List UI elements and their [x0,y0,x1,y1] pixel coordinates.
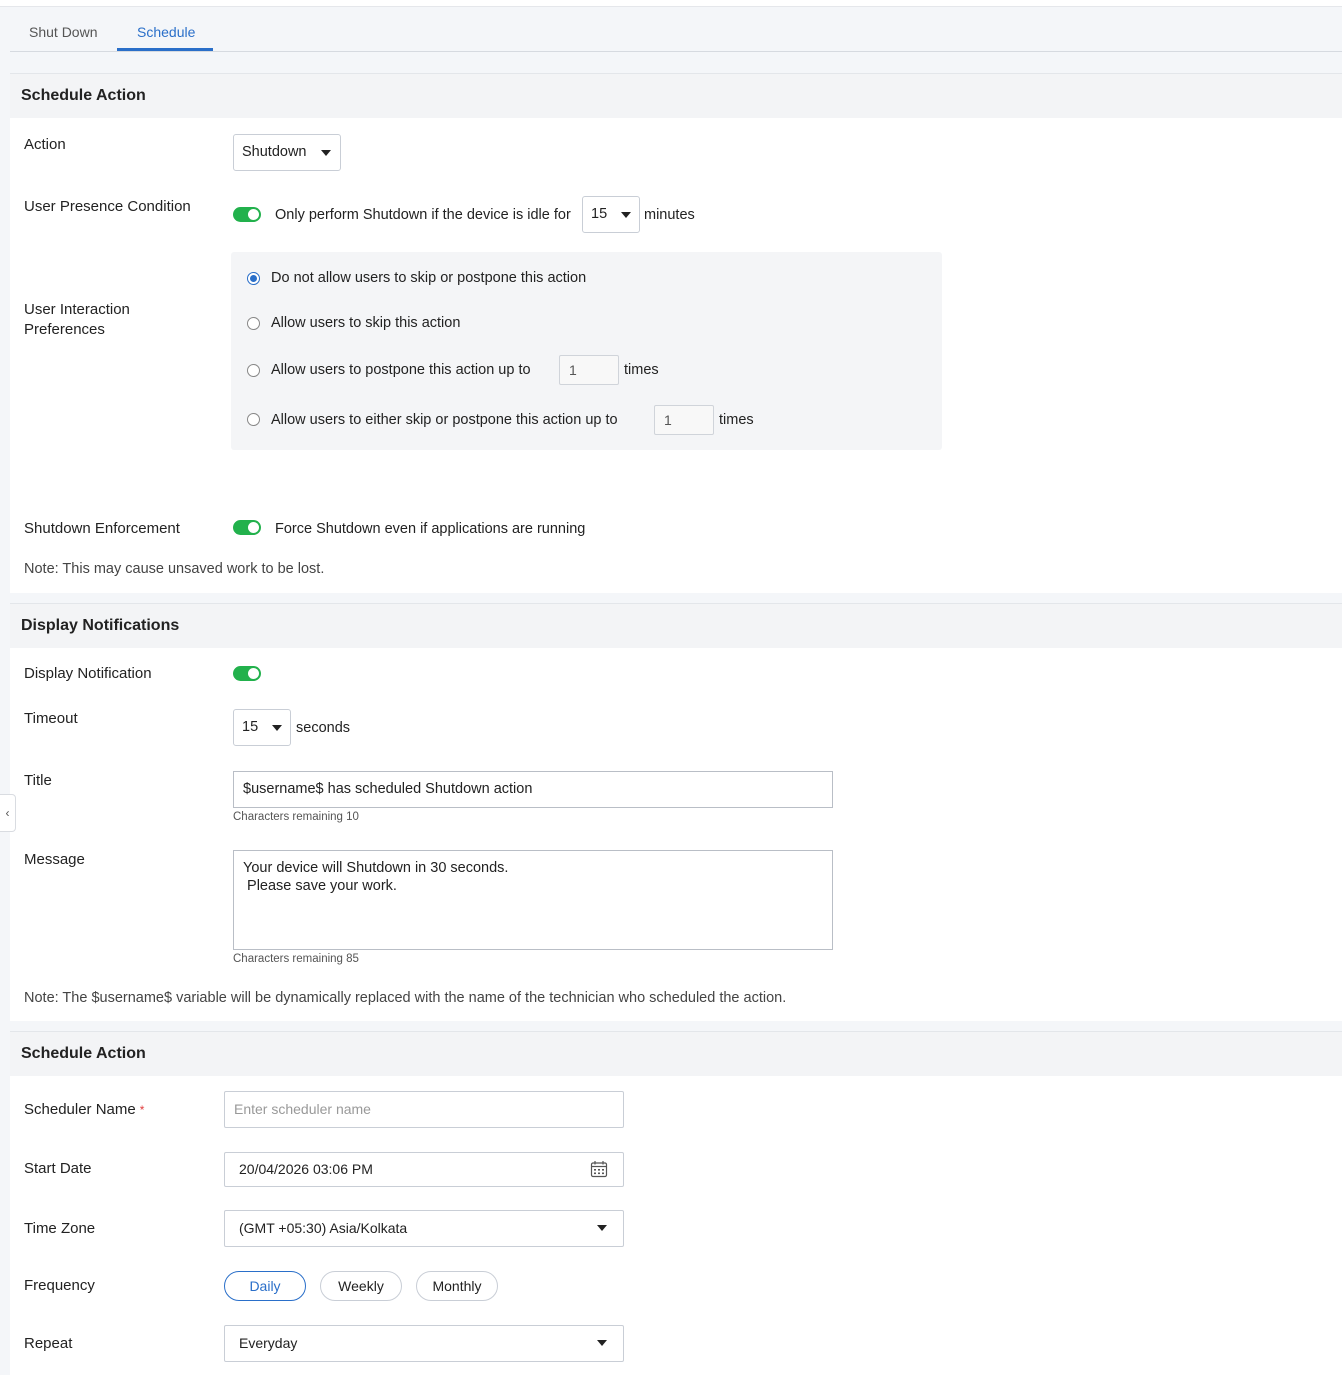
option-allow-postpone-text: Allow users to postpone this action up to [271,362,531,378]
section-header: Schedule Action [10,74,1342,118]
scheduler-name-label [24,1100,144,1120]
action-select[interactable] [233,134,341,171]
title-input[interactable]: $username$ has scheduled Shutdown action [233,771,833,808]
postpone-unit: times [624,362,659,378]
schedule-action-panel [10,73,1342,593]
time-zone-select[interactable] [224,1210,624,1247]
skip-postpone-unit: times [719,412,754,428]
radio-allow-skip[interactable] [247,317,260,330]
username-variable-note: Note: The $username$ variable will be dynamically replaced with the name of the technician who scheduled the action. [24,990,787,1006]
option-skip-or-postpone-text: Allow users to either skip or postpone this action up to [271,412,618,428]
radio-skip-or-postpone[interactable] [247,413,260,426]
time-zone-label: Time Zone [24,1220,96,1237]
user-interaction-label: User Interaction Preferences [24,301,130,338]
repeat-value: Everyday [239,1335,298,1351]
message-chars-remaining: Characters remaining 85 [233,953,359,965]
display-notifications-panel [10,603,1342,1021]
skip-postpone-count-input[interactable]: 1 [654,405,714,435]
timeout-select[interactable] [233,709,291,746]
calendar-icon[interactable] [590,1160,608,1178]
chevron-down-icon [621,212,631,218]
shutdown-enforcement-label: Shutdown Enforcement [24,520,180,537]
message-textarea[interactable]: Your device will Shutdown in 30 seconds. Please save your work. [233,850,833,950]
title-label: Title [24,772,52,789]
repeat-label: Repeat [24,1335,73,1352]
tab-shut-down[interactable]: Shut Down [29,24,98,40]
scheduler-name-label-text: Scheduler Name [24,1101,136,1118]
required-marker: * [139,1103,145,1117]
chevron-down-icon [597,1225,607,1231]
action-label: Action [24,136,66,153]
collapse-sidebar-handle[interactable]: ‹ [0,794,16,832]
action-select-value: Shutdown [242,144,307,160]
title-chars-remaining: Characters remaining 10 [233,811,359,823]
frequency-daily-button[interactable]: Daily [224,1271,306,1301]
scheduler-panel [10,1031,1342,1375]
display-notification-toggle[interactable] [233,666,261,681]
option-no-skip-text: Do not allow users to skip or postpone this action [271,270,587,286]
user-presence-label: User Presence Condition [24,198,191,215]
unsaved-work-note: Note: This may cause unsaved work to be lost. [24,561,325,577]
section-header: Schedule Action [10,1032,1342,1076]
display-notification-label: Display Notification [24,665,152,682]
idle-unit: minutes [644,207,695,223]
tab-bar [10,14,1342,52]
start-date-input[interactable] [224,1152,624,1187]
section-header: Display Notifications [10,604,1342,648]
radio-allow-postpone[interactable] [247,364,260,377]
frequency-label: Frequency [24,1277,95,1294]
tab-schedule[interactable]: Schedule [137,24,196,40]
top-bar [0,0,1342,7]
frequency-monthly-button[interactable]: Monthly [416,1271,498,1301]
frequency-weekly-button[interactable]: Weekly [320,1271,402,1301]
start-date-value: 20/04/2026 03:06 PM [239,1161,373,1177]
force-shutdown-text: Force Shutdown even if applications are running [275,521,586,537]
message-label: Message [24,851,85,868]
timeout-value: 15 [242,719,259,735]
interaction-options-box [231,252,942,450]
idle-toggle[interactable] [233,207,261,222]
force-shutdown-toggle[interactable] [233,520,261,535]
chevron-down-icon [272,725,282,731]
active-tab-indicator [117,48,213,51]
time-zone-value: (GMT +05:30) Asia/Kolkata [239,1220,408,1236]
idle-minutes-value: 15 [591,206,608,222]
timeout-unit: seconds [296,720,351,736]
repeat-select[interactable] [224,1325,624,1362]
scheduler-name-input[interactable]: Enter scheduler name [224,1091,624,1128]
postpone-count-input[interactable]: 1 [559,355,619,385]
chevron-down-icon [597,1340,607,1346]
option-allow-skip-text: Allow users to skip this action [271,315,461,331]
radio-no-skip[interactable] [247,272,260,285]
chevron-down-icon [321,150,331,156]
start-date-label: Start Date [24,1160,92,1177]
idle-toggle-text: Only perform Shutdown if the device is idle for [275,207,571,223]
timeout-label: Timeout [24,710,78,727]
idle-minutes-select[interactable] [582,196,640,233]
